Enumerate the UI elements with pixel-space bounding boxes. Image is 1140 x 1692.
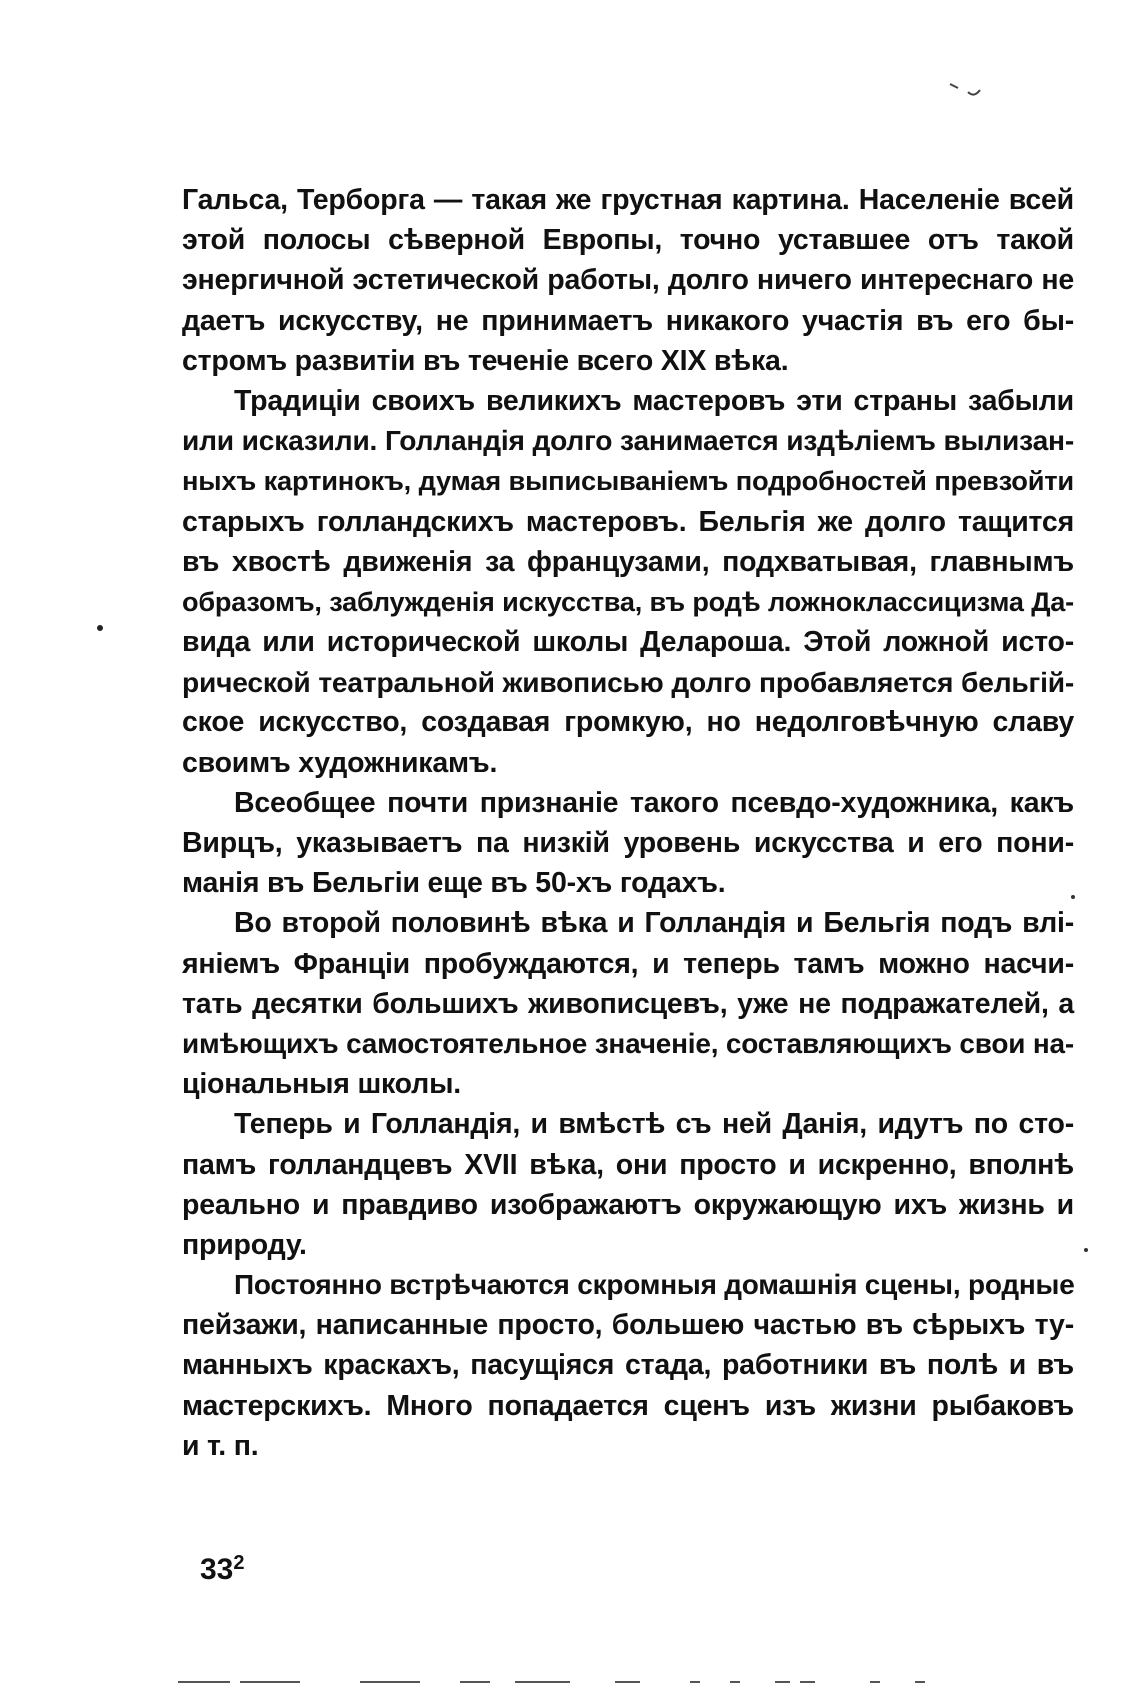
text-line: ціональныя школы.	[182, 1068, 461, 1101]
page-number-main: 33	[200, 1553, 234, 1586]
text-line: стромъ развитіи въ теченіе всего XIX вѣка.	[182, 344, 789, 377]
text-line: Всеобщее почти признаніе такого псевдо-художника, какъ	[234, 786, 1074, 819]
text-line: Теперь и Голландія, и вмѣстѣ съ ней Данія, идутъ по сто-	[234, 1108, 1074, 1141]
text-line: даетъ искусству, не принимаетъ никакого участія въ его бы-	[182, 304, 1074, 337]
text-line: энергичной эстетической работы, долго ничего интереснаго не	[182, 264, 1074, 297]
text-line: или исказили. Голландія долго занимается издѣліемъ вылизан-	[182, 425, 1074, 457]
text-line: манія въ Бельгіи еще въ 50-хъ годахъ.	[182, 867, 726, 900]
scan-speck-top-right-2	[968, 90, 980, 95]
text-line: Гальса, Терборга — такая же грустная картина. Населеніе всей	[182, 184, 1074, 216]
text-line: этой полосы сѣверной Европы, точно уставшее отъ такой	[182, 224, 1074, 257]
text-line: манныхъ краскахъ, пасущіяся стада, работники въ полѣ и въ	[182, 1349, 1074, 1382]
text-line: образомъ, заблужденія искусства, въ родѣ ложноклассицизма Да-	[182, 585, 1074, 617]
text-line: реально и правдиво изображаютъ окружающую ихъ жизнь и	[182, 1188, 1074, 1221]
page-number	[200, 1552, 245, 1587]
paragraph-4	[182, 903, 1074, 1104]
scan-dot-left-margin	[97, 625, 103, 631]
text-line: природу.	[182, 1228, 307, 1261]
text-line: тать десятки большихъ живописцевъ, уже не подражателей, а	[182, 987, 1074, 1020]
page-number-superscript: 2	[233, 1552, 245, 1574]
body-text	[182, 180, 1074, 1466]
text-line: Вирцъ, указываетъ па низкій уровень искусства и его пони-	[182, 827, 1074, 859]
paragraph-1	[182, 180, 1074, 381]
paragraph-2	[182, 381, 1074, 783]
text-line: ныхъ картинокъ, думая выписываніемъ подробностей превзойти	[182, 465, 1074, 497]
text-line: памъ голландцевъ XVII вѣка, они просто и искренно, вполнѣ	[182, 1148, 1074, 1181]
text-line: Традиціи своихъ великихъ мастеровъ эти страны забыли	[234, 384, 1074, 417]
paragraph-5	[182, 1104, 1074, 1265]
text-line: старыхъ голландскихъ мастеровъ. Бельгія же долго тащится	[182, 505, 1074, 538]
text-line: вида или исторической школы Делароша. Этой ложной исто-	[182, 626, 1074, 659]
text-line: ское искусство, создавая громкую, но недолговѣчную славу	[182, 706, 1074, 739]
text-line: имѣющихъ самостоятельное значеніе, составляющихъ свои на-	[182, 1027, 1074, 1059]
text-line: мастерскихъ. Много попадается сценъ изъ жизни рыбаковъ	[182, 1389, 1074, 1422]
text-line: и т. п.	[182, 1429, 259, 1462]
paragraph-3	[182, 783, 1074, 904]
text-line: рической театральной живописью долго пробавляется бельгій-	[182, 666, 1074, 699]
text-line: своимъ художникамъ.	[182, 746, 498, 779]
text-line: яніемъ Франціи пробуждаются, и теперь тамъ можно насчи-	[182, 947, 1074, 980]
paragraph-6	[182, 1265, 1074, 1466]
text-line: въ хвостѣ движенія за французами, подхватывая, главнымъ	[182, 545, 1074, 578]
text-line: Во второй половинѣ вѣка и Голландія и Бельгія подъ влі-	[234, 907, 1074, 940]
scan-dot-right-margin-2	[1084, 1248, 1088, 1252]
text-line: пейзажи, написанные просто, большею частью въ сѣрыхъ ту-	[182, 1309, 1074, 1342]
scan-speck-top-right	[950, 84, 958, 88]
text-line: Постоянно встрѣчаются скромныя домашнія сцены, родные	[234, 1269, 1075, 1301]
